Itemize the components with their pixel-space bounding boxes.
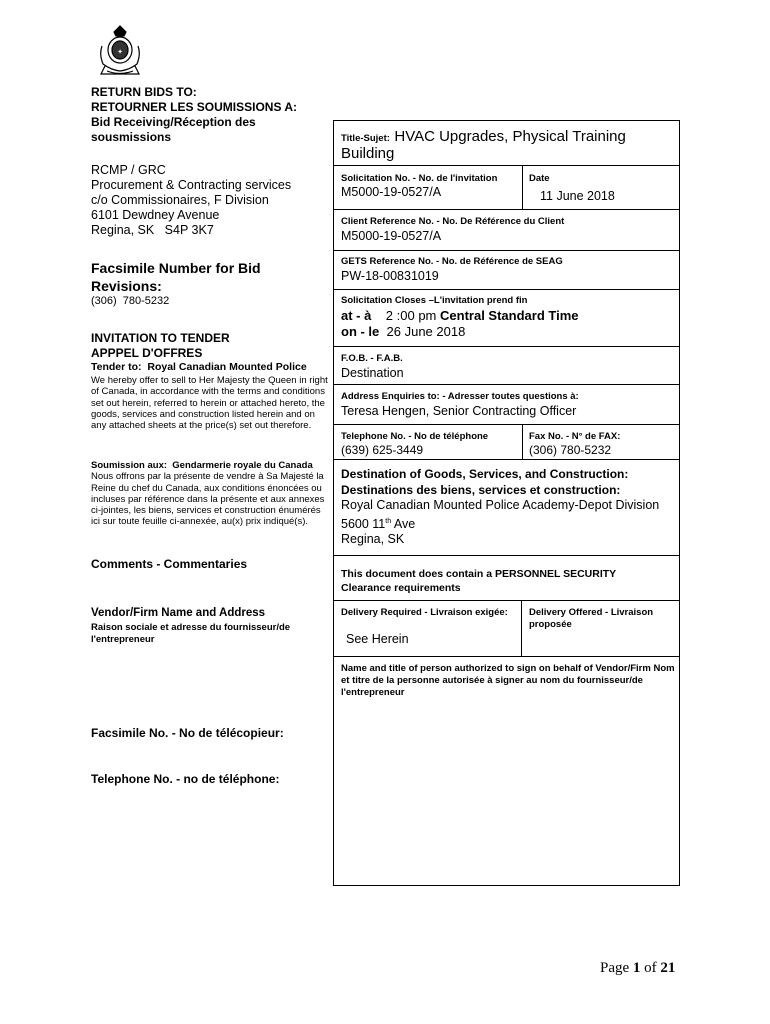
fax-revisions-heading	[91, 259, 331, 295]
closes-time-row	[341, 308, 578, 323]
divider	[333, 165, 680, 166]
facsimile-no-label: Facsimile No. - No de télécopieur:	[91, 726, 284, 740]
invitation-to-tender-heading	[91, 331, 331, 361]
security-notice: This document does contain a PERSONNEL SECURITY Clearance requirements	[341, 568, 616, 594]
address-line: Regina, SK S4P 3K7	[91, 223, 214, 237]
divider	[333, 424, 680, 425]
delivery-offered-label: Delivery Offered - Livraison proposée	[529, 607, 654, 630]
divider	[333, 209, 680, 210]
return-bids-line: Bid Receiving/Réception des	[91, 115, 256, 129]
destination-label-fr: Destinations des biens, services et construction:	[341, 482, 621, 497]
return-bids-line: RETURN BIDS TO:	[91, 85, 197, 99]
fob-value: Destination	[341, 366, 404, 380]
divider	[333, 250, 680, 251]
fax-heading-line: Revisions:	[91, 278, 162, 294]
tender-text: We hereby offer to sell to Her Majesty the Queen in right of Canada, in accordance with the terms and conditions set out herein, referred to herein or attached hereto, the goods, services and construction listed herein and on any attached sheets at the price(s) set out therefore.	[91, 375, 328, 432]
address-line: c/o Commissionaires, F Division	[91, 193, 269, 207]
title-value-line2: Building	[341, 145, 395, 162]
divider	[522, 424, 523, 459]
destination-block	[341, 467, 676, 548]
date-value: 11 June 2018	[540, 189, 615, 203]
svg-text:✦: ✦	[117, 48, 123, 56]
tender-to-label: Tender to: Royal Canadian Mounted Police	[91, 361, 307, 373]
date-label: Date	[529, 173, 550, 184]
authorized-signatory-label: Name and title of person authorized to sign on behalf of Vendor/Firm Nom et titre de la personne autorisée à signer au nom du fournisseur/de l'entrepreneur	[341, 663, 675, 698]
client-reference-value: M5000-19-0527/A	[341, 229, 442, 243]
fax-value: (306) 780-5232	[529, 443, 612, 457]
page-current: 1	[632, 960, 641, 976]
soumission-label: Soumission aux: Gendarmerie royale du Canada	[91, 460, 313, 471]
address-line: 6101 Dewdney Avenue	[91, 208, 220, 222]
comments-heading: Comments - Commentaries	[91, 557, 248, 571]
fob-label: F.O.B. - F.A.B.	[341, 353, 403, 364]
solicitation-label: Solicitation No. - No. de l'invitation	[341, 173, 498, 184]
page-prefix: Page	[600, 960, 633, 976]
destination-street-suffix: th	[385, 517, 392, 525]
page-total: 21	[660, 960, 676, 976]
client-reference-label: Client Reference No. - No. De Référence du Client	[341, 216, 565, 227]
rcmp-crest-logo	[97, 24, 143, 76]
telephone-value: (639) 625-3449	[341, 443, 424, 457]
return-address	[91, 163, 331, 238]
page-of: of	[640, 960, 661, 976]
divider	[521, 600, 522, 656]
return-bids-block	[91, 85, 331, 145]
closes-date-row	[341, 324, 465, 339]
destination-line	[341, 514, 676, 533]
itt-heading-line: APPPEL D'OFFRES	[91, 346, 203, 360]
divider	[333, 656, 680, 657]
destination-label: Destination of Goods, Services, and Construction:	[341, 467, 629, 481]
divider	[333, 289, 680, 290]
return-bids-line: RETOURNER LES SOUMISSIONS A:	[91, 100, 298, 114]
destination-line: Regina, SK	[341, 532, 405, 547]
itt-heading-line: INVITATION TO TENDER	[91, 331, 230, 345]
fax-label: Fax No. - N° de FAX:	[529, 431, 621, 442]
address-line: RCMP / GRC	[91, 163, 166, 177]
soumission-block	[91, 460, 329, 528]
divider	[333, 346, 680, 347]
fax-heading-line: Facsimile Number for Bid	[91, 260, 261, 276]
soumission-text: Nous offrons par la présente de vendre à Sa Majesté la Reine du chef du Canada, aux conditions énoncées ou incluses par référence dans la présente et aux annexes ci-jointes, les biens, services et construction énumérés ici sur toute feuille ci-annexée, au(x) prix indiqué(s).	[91, 471, 325, 528]
solicitation-value: M5000-19-0527/A	[341, 185, 442, 199]
enquiries-value: Teresa Hengen, Senior Contracting Officer	[341, 404, 577, 418]
gets-reference-value: PW-18-00831019	[341, 269, 439, 283]
delivery-required-label: Delivery Required - Livraison exigée:	[341, 607, 508, 618]
vendor-firm-heading: Vendor/Firm Name and Address	[91, 607, 266, 619]
telephone-no-label: Telephone No. - no de téléphone:	[91, 772, 280, 786]
enquiries-label: Address Enquiries to: - Adresser toutes questions à:	[341, 391, 579, 402]
title-label: Title-Sujet:	[341, 133, 390, 144]
title-field	[341, 128, 676, 162]
delivery-required-value: See Herein	[346, 632, 409, 646]
title-value: HVAC Upgrades, Physical Training	[394, 128, 626, 145]
divider	[333, 600, 680, 601]
divider	[333, 459, 680, 460]
return-bids-line: sousmissions	[91, 130, 172, 144]
closes-on-label: on - le	[341, 324, 380, 339]
closes-date: 26 June 2018	[386, 324, 466, 339]
divider	[333, 555, 680, 556]
divider	[522, 165, 523, 209]
address-line: Procurement & Contracting services	[91, 178, 292, 192]
solicitation-closes-label: Solicitation Closes –L'invitation prend fin	[341, 295, 528, 306]
closes-zone: Central Standard Time	[440, 308, 579, 323]
destination-street-name: Ave	[391, 516, 416, 531]
closes-time: 2 :00 pm	[385, 308, 437, 323]
destination-street-number: 5600 11	[341, 516, 386, 531]
gets-reference-label: GETS Reference No. - No. de Référence de SEAG	[341, 256, 563, 267]
fax-revisions-number: (306) 780-5232	[91, 295, 170, 307]
closes-at-label: at - à	[341, 308, 372, 323]
destination-line: Royal Canadian Mounted Police Academy-Depot Division	[341, 498, 660, 512]
divider	[333, 384, 680, 385]
page-number	[600, 960, 675, 977]
telephone-label: Telephone No. - No de téléphone	[341, 431, 489, 442]
vendor-firm-subheading: Raison sociale et adresse du fournisseur/de l'entrepreneur	[91, 622, 291, 645]
